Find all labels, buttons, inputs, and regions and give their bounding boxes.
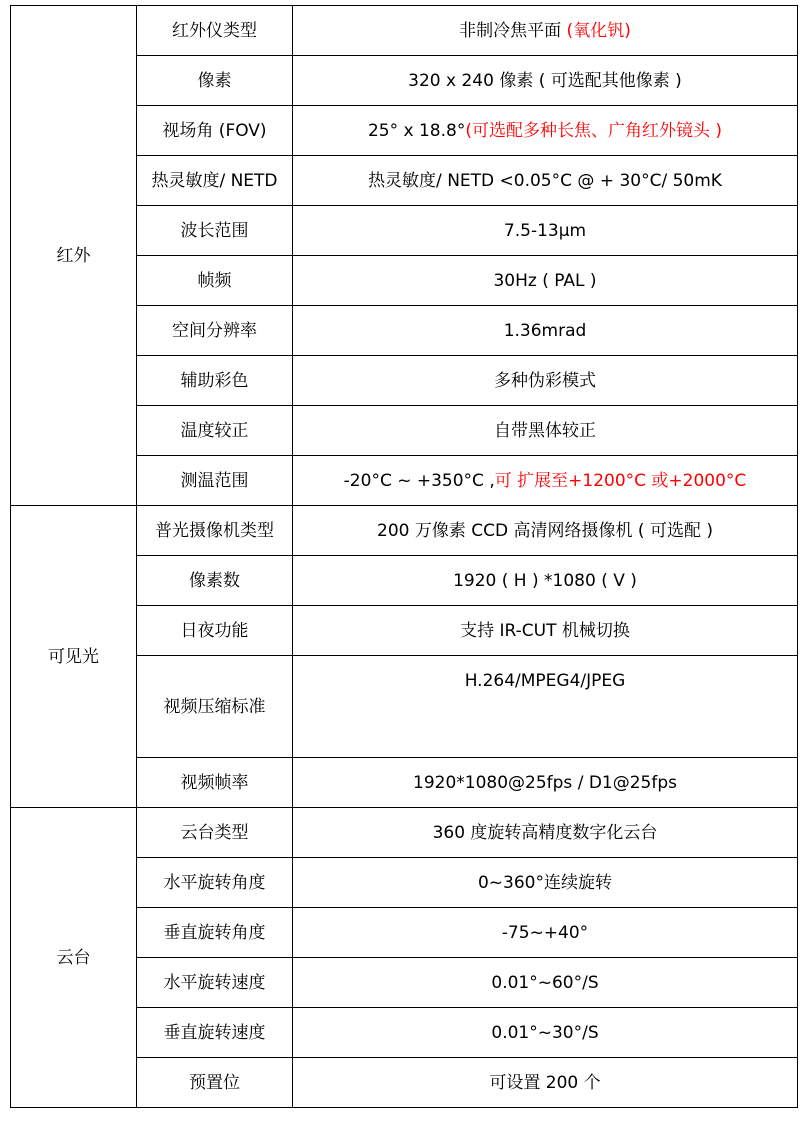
spec-label: 云台类型 — [137, 808, 293, 858]
table-row — [11, 506, 798, 556]
spec-label: 视场角 (FOV) — [137, 106, 293, 156]
spec-value: 0~360°连续旋转 — [293, 858, 798, 908]
spec-label: 波长范围 — [137, 206, 293, 256]
spec-label: 温度较正 — [137, 406, 293, 456]
spec-value: 30Hz ( PAL ) — [293, 256, 798, 306]
spec-value: -20°C ~ +350°C ,可 扩展至+1200°C 或+2000°C — [293, 456, 798, 506]
spec-label: 日夜功能 — [137, 606, 293, 656]
spec-label: 水平旋转速度 — [137, 958, 293, 1008]
spec-label: 热灵敏度/ NETD — [137, 156, 293, 206]
spec-label: 像素数 — [137, 556, 293, 606]
group-label-ptz: 云台 — [11, 808, 137, 1108]
spec-value: 可设置 200 个 — [293, 1058, 798, 1108]
spec-value: 25° x 18.8°(可选配多种长焦、广角红外镜头 ) — [293, 106, 798, 156]
spec-value: 支持 IR-CUT 机械切换 — [293, 606, 798, 656]
spec-value: 200 万像素 CCD 高清网络摄像机 ( 可选配 ) — [293, 506, 798, 556]
spec-value: 7.5-13μm — [293, 206, 798, 256]
spec-value: 1920 ( H ) *1080 ( V ) — [293, 556, 798, 606]
spec-value: 热灵敏度/ NETD <0.05°C @ + 30°C/ 50mK — [293, 156, 798, 206]
spec-label: 像素 — [137, 56, 293, 106]
spec-value: 0.01°~30°/S — [293, 1008, 798, 1058]
spec-value: 自带黑体较正 — [293, 406, 798, 456]
spec-table — [10, 5, 798, 1108]
group-label-infrared: 红外 — [11, 6, 137, 506]
spec-value-highlight: (可选配多种长焦、广角红外镜头 ) — [465, 120, 723, 141]
spec-label: 红外仪类型 — [137, 6, 293, 56]
spec-label: 垂直旋转角度 — [137, 908, 293, 958]
spec-label: 普光摄像机类型 — [137, 506, 293, 556]
spec-value: 多种伪彩模式 — [293, 356, 798, 406]
spec-value: 1920*1080@25fps / D1@25fps — [293, 758, 798, 808]
table-row — [11, 6, 798, 56]
table-row — [11, 808, 798, 858]
spec-label: 水平旋转角度 — [137, 858, 293, 908]
spec-value: 320 x 240 像素 ( 可选配其他像素 ) — [293, 56, 798, 106]
spec-value: 0.01°~60°/S — [293, 958, 798, 1008]
spec-label: 空间分辨率 — [137, 306, 293, 356]
spec-value-highlight: 可 扩展至+1200°C 或+2000°C — [494, 470, 747, 491]
spec-value: -75~+40° — [293, 908, 798, 958]
group-label-visible-light: 可见光 — [11, 506, 137, 808]
spec-label: 预置位 — [137, 1058, 293, 1108]
spec-value: H.264/MPEG4/JPEG — [293, 656, 798, 758]
spec-value-highlight: (氧化钒) — [561, 20, 631, 41]
spec-value: 非制冷焦平面 (氧化钒) — [293, 6, 798, 56]
spec-label: 测温范围 — [137, 456, 293, 506]
spec-value: 360 度旋转高精度数字化云台 — [293, 808, 798, 858]
spec-value: 1.36mrad — [293, 306, 798, 356]
spec-label: 帧频 — [137, 256, 293, 306]
spec-label: 辅助彩色 — [137, 356, 293, 406]
spec-label: 视频帧率 — [137, 758, 293, 808]
spec-label: 垂直旋转速度 — [137, 1008, 293, 1058]
spec-label: 视频压缩标准 — [137, 656, 293, 758]
